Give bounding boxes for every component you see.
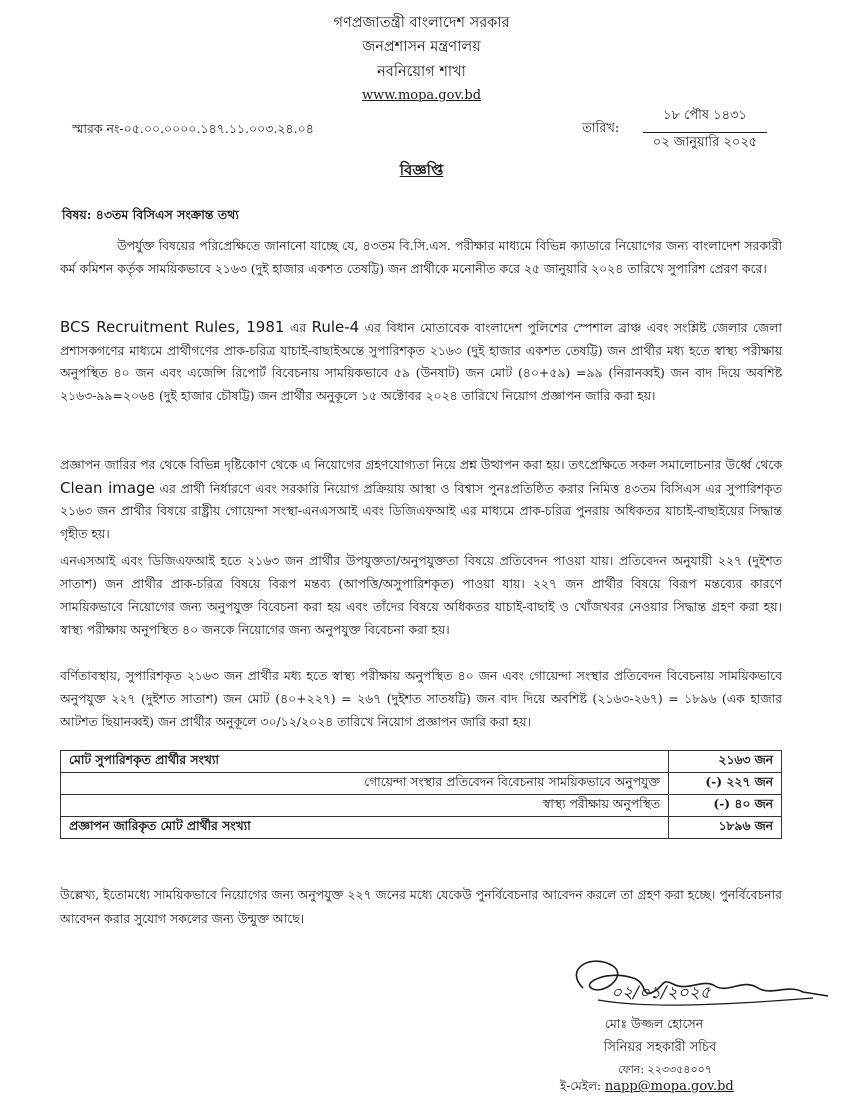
table-row <box>61 817 782 839</box>
rule-reference: Rule-4 <box>311 318 360 336</box>
notice-title: বিজ্ঞপ্তি <box>399 161 444 179</box>
paragraph-2-body: এর বিধান মোতাবেক বাংলাদেশ পুলিশের স্পেশাল ব্রাঞ্চ এবং সংশ্লিষ্ট জেলার জেলা প্রশাসকগণের মাধ্যমে প্রার্থীগণের প্রাক-চরিত্র যাচাই-বাছাইঅন্তে সুপারিশকৃত ২১৬৩ (দুই হাজার একশত তেষট্টি) জন প্রার্থীর মধ্য হতে স্বাস্থ্য পরীক্ষায় অনুপস্থিত ৪০ জন এবং এজেন্সি রিপোর্ট বিবেচনায় সাময়িকভাবে ৫৯ (উনষাট) জন মোট (৪০+৫৯) =৯৯ (নিরানব্বই) জন বাদ দিয়ে অবশিষ্ট ২১৬৩-৯৯=২০৬৪ (দুই হাজার চৌষট্টি) জন প্রার্থীর অনুকূলে ১৫ অক্টোবর ২০২৪ তারিখে নিয়োগ প্রজ্ঞাপন জারি করা হয়। <box>60 320 782 403</box>
table-cell-value: (-) ২২৭ জন <box>669 773 782 795</box>
header-section: নবনিয়োগ শাখা <box>377 64 466 80</box>
table-cell-label: গোয়েন্দা সংস্থার প্রতিবেদন বিবেচনায় সাময়িকভাবে অনুপযুক্ত <box>61 773 669 795</box>
email-label: ই-মেইল: <box>560 1079 602 1093</box>
clean-image-phrase: Clean image <box>60 478 155 497</box>
header-website: www.mopa.gov.bd <box>361 88 482 103</box>
table-cell-value: ২১৬৩ জন <box>669 751 782 773</box>
date-bangla: ১৮ পৌষ ১৪৩১ <box>643 106 767 133</box>
paragraph-3-end: এর প্রার্থী নির্ধারণে এবং সরকারি নিয়োগ প্রক্রিয়ায় আস্থা ও বিশ্বাস পুনঃপ্রতিষ্ঠিত করার নিমিত্ত ৪৩তম বিসিএস এর সুপারিশকৃত ২১৬৩ জন প্রার্থীর বিষয়ে রাষ্ট্রীয় গোয়েন্দা সংস্থা-এনএসআই এবং ডিজিএফআই এর মাধ্যমে প্রাক-চরিত্র পুনরায় অধিকতর যাচাই-বাছাইয়ের সিদ্ধান্ত গৃহীত হয়। <box>60 480 782 541</box>
paragraph-6: উল্লেখ্য, ইতোমধ্যে সাময়িকভাবে নিয়োগের জন্য অনুপযুক্ত ২২৭ জনের মধ্যে যেকেউ পুনর্বিবেচনার আবেদন করলে তা গ্রহণ করা হচ্ছে। পুনর্বিবেচনার আবেদন করার সুযোগ সকলের জন্য উন্মুক্ত আছে। <box>60 887 782 926</box>
paragraph-4: এনএসআই এবং ডিজিএফআই হতে ২১৬৩ জন প্রার্থীর উপযুক্ততা/অনুপযুক্ততা বিষয়ে প্রতিবেদন পাওয়া যায়। প্রতিবেদন অনুযায়ী ২২৭ (দুইশত সাতাশ) জন প্রার্থীর প্রাক-চরিত্র বিষয়ে বিরূপ মন্তব্য (আপত্তি/অসুপারিশকৃত) পাওয়া যায়। ২২৭ জন প্রার্থীর বিষয়ে বিরূপ মন্তব্যের কারণে সাময়িকভাবে নিয়োগের জন্য অনুপযুক্ত বিবেচনা করা হয় এবং তাঁদের বিষয়ে অধিকতর যাচাই-বাছাই ও খোঁজখবর নেওয়ার সিদ্ধান্ত গ্রহণ করা হয়। স্বাস্থ্য পরীক্ষায় অনুপস্থিত ৪০ জনকে নিয়োগের জন্য অনুপযুক্ত বিবেচনা করা হয়। <box>60 553 782 637</box>
memo-number: স্মারক নং-০৫.০০.০০০০.১৪৭.১১.০০৩.২৪.০৪ <box>72 121 314 136</box>
signature-date: ০২/০১/২০২৫ <box>611 983 711 1003</box>
paragraph-5: বর্ণিতাবস্থায়, সুপারিশকৃত ২১৬৩ জন প্রার্থীর মধ্য হতে স্বাস্থ্য পরীক্ষায় অনুপস্থিত ৪০ জন এবং গোয়েন্দা সংস্থার প্রতিবেদন বিবেচনায় সাময়িকভাবে অনুপযুক্ত ২২৭ (দুইশত সাতাশ) জন মোট (৪০+২২৭) = ২৬৭ (দুইশত সাতষট্টি) জন বাদ দিয়ে অবশিষ্ট (২১৬৩-২৬৭) = ১৮৯৬ (এক হাজার আটশত ছিয়ানব্বই) জন প্রার্থীর অনুকূলে ৩০/১২/২০২৪ তারিখে নিয়োগ প্রজ্ঞাপন জারি করা হয়। <box>60 668 782 729</box>
table-row <box>61 795 782 817</box>
paragraph-2-connector: এর <box>284 320 312 335</box>
paragraph-1: উপর্যুক্ত বিষয়ের পরিপ্রেক্ষিতে জানানো যাচ্ছে যে, ৪৩তম বি.সি.এস. পরীক্ষার মাধ্যমে বিভিন্ন ক্যাডারে নিয়োগের জন্য বাংলাদেশ সরকারী কর্ম কমিশন কর্তৃক সাময়িকভাবে ২১৬৩ (দুই হাজার একশত তেষট্টি) জন প্রার্থীকে মনোনীত করে ২৫ জানুয়ারি ২০২৪ তারিখে সুপারিশ প্রেরণ করে। <box>60 238 782 276</box>
signatory-phone: ফোন: ২২৩৩৫৪০০৭ <box>618 1063 712 1076</box>
table-cell-value: (-) ৪০ জন <box>669 795 782 817</box>
summary-table <box>60 750 782 839</box>
paragraph-2 <box>60 316 782 407</box>
table-cell-label: মোট সুপারিশকৃত প্রার্থীর সংখ্যা <box>61 751 669 773</box>
table-cell-label: স্বাস্থ্য পরীক্ষায় অনুপস্থিত <box>61 795 669 817</box>
paragraph-3 <box>60 454 782 545</box>
header-ministry: জনপ্রশাসন মন্ত্রণালয় <box>362 39 481 55</box>
subject-line: বিষয়: ৪৩তম বিসিএস সংক্রান্ত তথ্য <box>62 207 239 222</box>
table-row <box>61 751 782 773</box>
date-english: ০২ জানুয়ারি ২০২৫ <box>652 135 758 150</box>
header-government: গণপ্রজাতন্ত্রী বাংলাদেশ সরকার <box>333 15 510 31</box>
signatory-title: সিনিয়র সহকারী সচিব <box>603 1040 717 1055</box>
table-row <box>61 773 782 795</box>
table-cell-label: প্রজ্ঞাপন জারিকৃত মোট প্রার্থীর সংখ্যা <box>61 817 669 839</box>
rules-reference: BCS Recruitment Rules, 1981 <box>60 318 285 336</box>
date-label: তারিখ: <box>582 121 620 136</box>
email-address: napp@mopa.gov.bd <box>604 1079 734 1094</box>
signatory-name: মোঃ উজ্জল হোসেন <box>604 1016 704 1031</box>
table-cell-value: ১৮৯৬ জন <box>669 817 782 839</box>
paragraph-3-start: প্রজ্ঞাপন জারির পর থেকে বিভিন্ন দৃষ্টিকোণ থেকে এ নিয়োগের গ্রহণযোগ্যতা নিয়ে প্রশ্ন উত্থাপন করা হয়। তৎপ্রেক্ষিতে সকল সমালোচনার উর্ধ্বে থেকে <box>60 457 782 472</box>
signatory-email <box>560 1078 734 1098</box>
